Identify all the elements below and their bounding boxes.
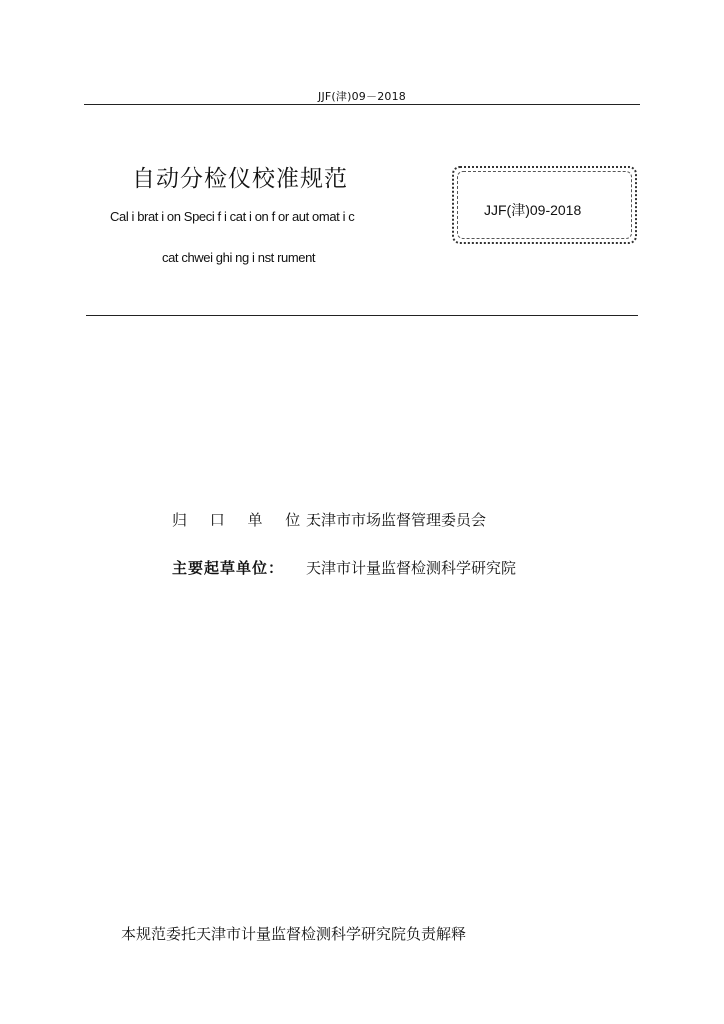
interpretation-note: 本规范委托天津市计量监督检测科学研究院负责解释 bbox=[121, 925, 467, 943]
responsible-unit-label: 归 口 单 位： bbox=[172, 511, 334, 529]
document-title-en-line2: cat chwei ghi ng i nst rument bbox=[162, 250, 316, 265]
standard-code-box bbox=[452, 166, 637, 244]
standard-code-text: JJF(津)09-2018 bbox=[484, 202, 582, 218]
drafting-unit-value: 天津市计量监督检测科学研究院 bbox=[306, 559, 517, 577]
header-doc-code: JJF(津)09－2018 bbox=[318, 90, 406, 103]
header-rule bbox=[84, 104, 640, 105]
title-rule bbox=[86, 315, 638, 316]
drafting-unit-label: 主要起草单位： bbox=[172, 559, 285, 577]
document-title-cn: 自动分检仪校准规范 bbox=[132, 166, 348, 192]
document-title-en-line1: Cal i brat i on Speci f i cat i on f or aut omat i c bbox=[110, 209, 355, 224]
responsible-unit-value: 天津市市场监督管理委员会 bbox=[306, 511, 487, 529]
